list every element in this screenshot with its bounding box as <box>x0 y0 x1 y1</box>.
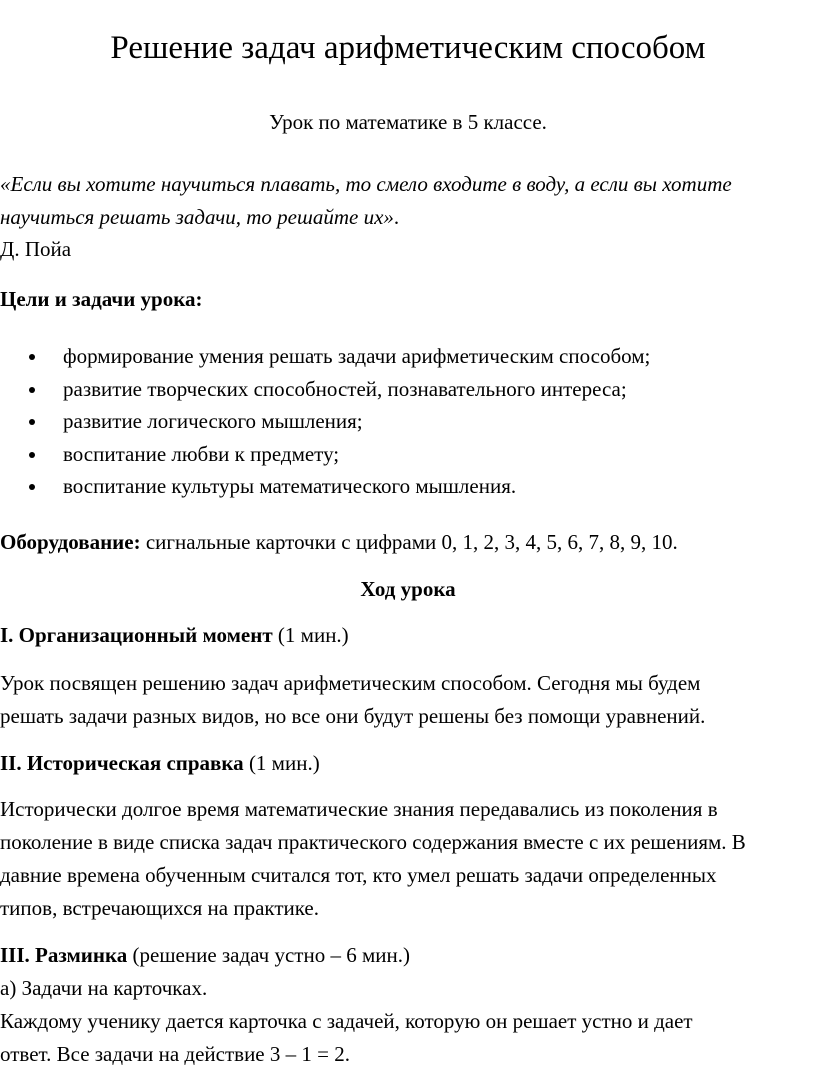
goal-text: воспитание культуры математического мышления. <box>63 474 517 498</box>
quote-line-2-wrap <box>0 205 399 230</box>
quote-line-2: научиться решать задачи, то решайте их» <box>0 205 394 229</box>
list-item <box>0 405 650 438</box>
section-1-text-line: решать задачи разных видов, но все они будут решены без помощи уравнений. <box>0 704 706 728</box>
quote-line-1: «Если вы хотите научиться плавать, то смело входите в воду, а если вы хотите <box>0 172 732 196</box>
equipment-label: Оборудование: <box>0 530 141 554</box>
section-1-text-line: Урок посвящен решению задач арифметическим способом. Сегодня мы будем <box>0 671 701 695</box>
section-1-duration: (1 мин.) <box>272 623 349 647</box>
section-2-text-line: типов, встречающихся на практике. <box>0 896 319 920</box>
section-3-text-line: Каждому ученику дается карточка с задачей, которую он решает устно и дает <box>0 1009 693 1033</box>
bullet-icon <box>29 484 35 490</box>
section-3-text-line: ответ. Все задачи на действие 3 – 1 = 2. <box>0 1042 350 1066</box>
quote-author: Д. Пойа <box>0 237 72 261</box>
section-3-duration: (решение задач устно – 6 мин.) <box>127 943 410 967</box>
section-2-duration: (1 мин.) <box>243 751 320 775</box>
bullet-icon <box>29 387 35 393</box>
section-3-heading: III. Разминка <box>0 943 128 967</box>
list-item <box>0 373 650 406</box>
section-3-text-line: а) Задачи на карточках. <box>0 976 208 1000</box>
equipment-text: сигнальные карточки с цифрами 0, 1, 2, 3, 4, 5, 6, 7, 8, 9, 10. <box>140 530 678 554</box>
section-2-heading-line <box>0 751 320 776</box>
list-item <box>0 438 650 471</box>
bullet-icon <box>29 419 35 425</box>
bullet-icon <box>29 452 35 458</box>
section-2-text-line: Исторически долгое время математические знания передавались из поколения в <box>0 797 718 821</box>
section-2-text-line: поколение в виде списка задач практического содержания вместе с их решениям. В <box>0 830 746 854</box>
goal-text: развитие логического мышления; <box>63 409 363 433</box>
page-subtitle: Урок по математике в 5 классе. <box>269 110 547 134</box>
section-2-text-line: давние времена обученным считался тот, кто умел решать задачи определенных <box>0 863 717 887</box>
lesson-heading: Ход урока <box>360 577 456 601</box>
section-1-heading-line <box>0 623 349 648</box>
page-title: Решение задач арифметическим способом <box>110 30 706 66</box>
section-1-heading: I. Организационный момент <box>0 623 273 647</box>
list-item <box>0 470 650 503</box>
goals-heading: Цели и задачи урока: <box>0 287 203 311</box>
section-2-heading: II. Историческая справка <box>0 751 244 775</box>
goal-text: воспитание любви к предмету; <box>63 441 340 466</box>
bullet-icon <box>29 354 35 360</box>
equipment-line <box>0 530 678 555</box>
goal-text: развитие творческих способностей, познавательного интереса; <box>63 376 627 401</box>
goals-list <box>0 340 650 503</box>
goal-text: формирование умения решать задачи арифметическим способом; <box>63 344 651 368</box>
section-3-heading-line <box>0 943 410 968</box>
quote-line-2-end: . <box>393 205 400 229</box>
list-item <box>0 340 650 373</box>
